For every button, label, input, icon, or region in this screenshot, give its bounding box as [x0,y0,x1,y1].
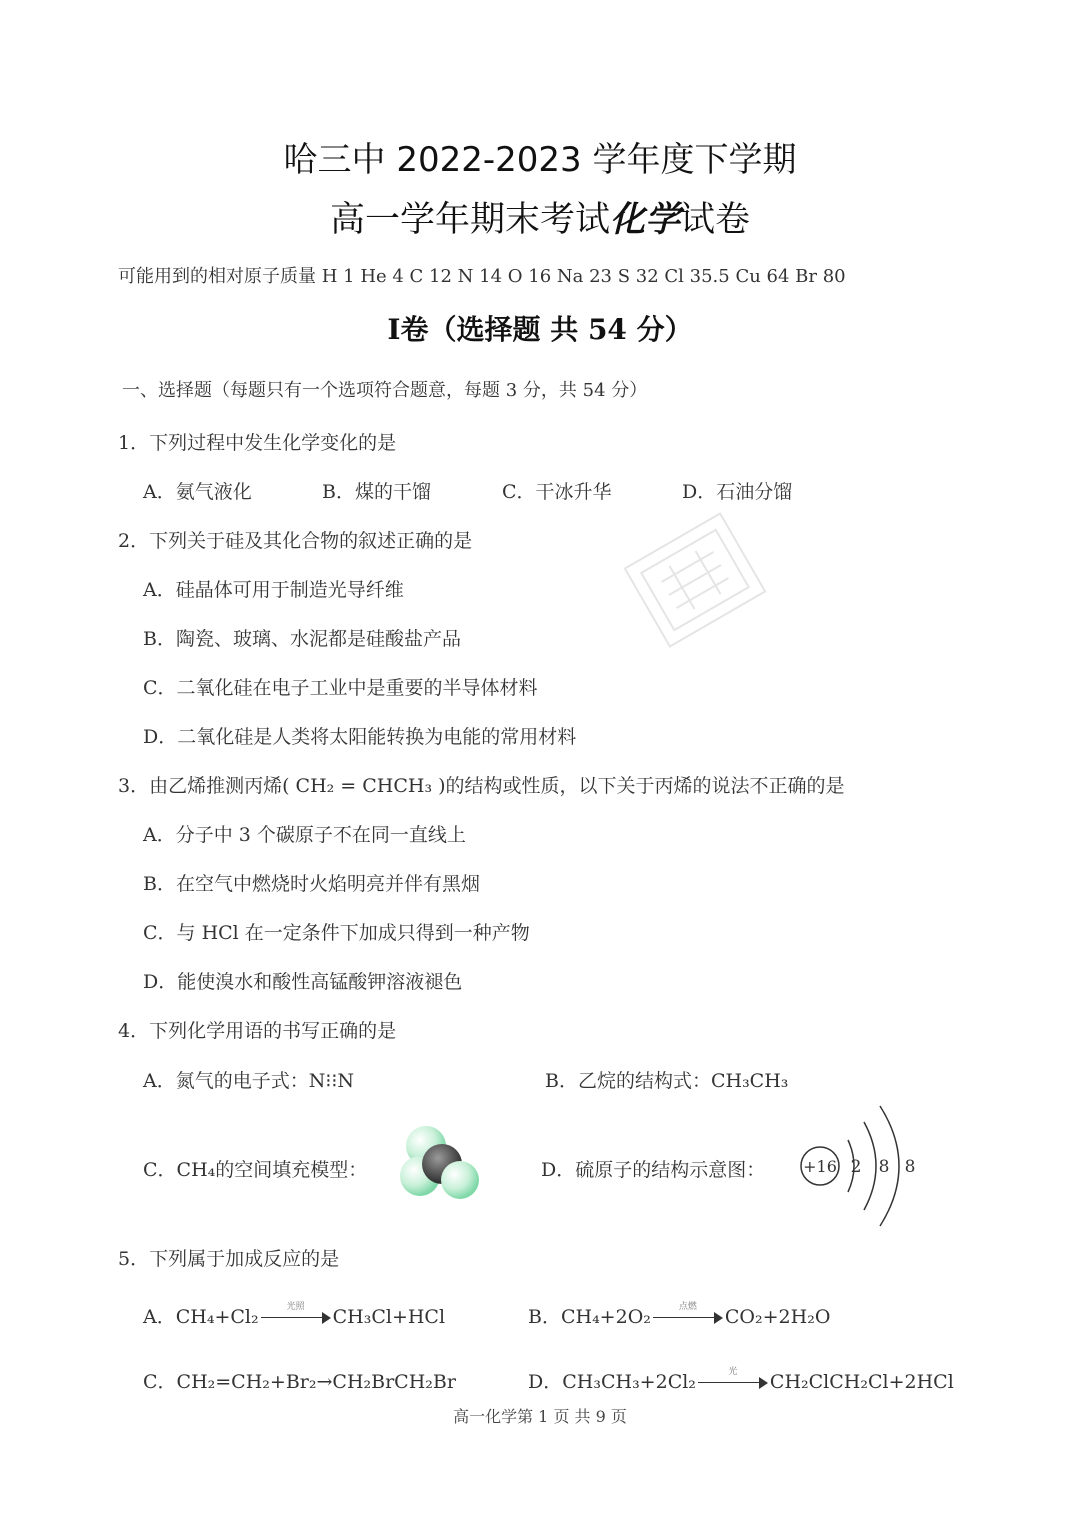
q5c-equation: C．CH₂=CH₂+Br₂→CH₂BrCH₂Br [143,1371,456,1393]
question-1-stem: 1．下列过程中发生化学变化的是 [118,432,397,454]
q5a-products: CH₃Cl+HCl [332,1306,446,1328]
watermark-stamp-icon [610,505,780,655]
title-subject: 化学 [609,200,680,240]
q4-option-d: D．硫原子的结构示意图： [541,1159,766,1181]
q5d-reactants: D．CH₃CH₃+2Cl₂ [528,1371,696,1393]
q5b-reactants: B．CH₄+2O₂ [528,1306,651,1328]
title-suffix: 试卷 [680,200,751,240]
title-prefix: 高一学年期末考试 [329,200,610,240]
q5a-condition: 光照 [286,1302,305,1312]
q2-option-a: A．硅晶体可用于制造光导纤维 [143,579,404,601]
reaction-arrow-icon [261,1302,331,1325]
sulfur-atom-diagram [796,1104,926,1228]
q2-option-b: B．陶瓷、玻璃、水泥都是硅酸盐产品 [143,628,461,650]
q5-option-d [528,1367,954,1394]
question-2-stem: 2．下列关于硅及其化合物的叙述正确的是 [118,530,473,552]
question-3-stem: 3．由乙烯推测丙烯( CH₂ = CHCH₃ )的结构或性质，以下关于丙烯的说法不正确的是 [118,775,845,797]
q2-option-d: D．二氧化硅是人类将太阳能转换为电能的常用材料 [143,726,577,748]
section-instruction: 一、选择题（每题只有一个选项符合题意，每题 3 分，共 54 分） [122,380,648,401]
q4-option-a: A．氮气的电子式：N⁝⁝N [143,1070,355,1092]
q5b-products: CO₂+2H₂O [724,1306,831,1328]
methane-space-filling-model-icon [396,1120,486,1204]
q1-option-b: B．煤的干馏 [322,481,431,503]
shell-2-count: 8 [878,1157,890,1177]
shell-3-count: 8 [904,1157,916,1177]
question-4-stem: 4．下列化学用语的书写正确的是 [118,1020,397,1042]
title-line-2 [0,192,1080,242]
atomic-masses: 可能用到的相对原子质量 H 1 He 4 C 12 N 14 O 16 Na 23 S 32 Cl 35.5 Cu 64 Br 80 [118,266,846,287]
reaction-arrow-icon [653,1302,723,1325]
q5d-products: CH₂ClCH₂Cl+2HCl [769,1371,954,1393]
q5d-condition: 光 [728,1367,738,1377]
q1-option-c: C．干冰升华 [502,481,612,503]
q2-option-c: C．二氧化硅在电子工业中是重要的半导体材料 [143,677,538,699]
reaction-arrow-icon [698,1367,768,1390]
q5-option-a [143,1302,445,1329]
q5-option-c [143,1367,456,1394]
q1-option-d: D．石油分馏 [682,481,793,503]
section-title: I卷（选择题 共 54 分） [387,313,693,346]
q3-option-a: A．分子中 3 个碳原子不在同一直线上 [143,824,466,846]
q1-option-a: A．氨气液化 [143,481,252,503]
q3-option-b: B．在空气中燃烧时火焰明亮并伴有黑烟 [143,873,480,895]
q5b-condition: 点燃 [678,1302,697,1312]
q4-option-b: B．乙烷的结构式：CH₃CH₃ [545,1070,789,1092]
title-line-1: 哈三中 2022-2023 学年度下学期 [283,140,797,180]
q5-option-b [528,1302,830,1329]
q4-option-c: C．CH₄的空间填充模型： [143,1159,368,1181]
page-footer: 高一化学第 1 页 共 9 页 [453,1407,627,1426]
shell-arc-2 [864,1122,876,1210]
shell-1-count: 2 [850,1157,862,1177]
q3-option-d: D．能使溴水和酸性高锰酸钾溶液褪色 [143,971,463,993]
q3-option-c: C．与 HCl 在一定条件下加成只得到一种产物 [143,922,530,944]
q5a-reactants: A．CH₄+Cl₂ [143,1306,259,1328]
question-5-stem: 5．下列属于加成反应的是 [118,1248,340,1270]
nucleus-charge: +16 [803,1157,837,1176]
